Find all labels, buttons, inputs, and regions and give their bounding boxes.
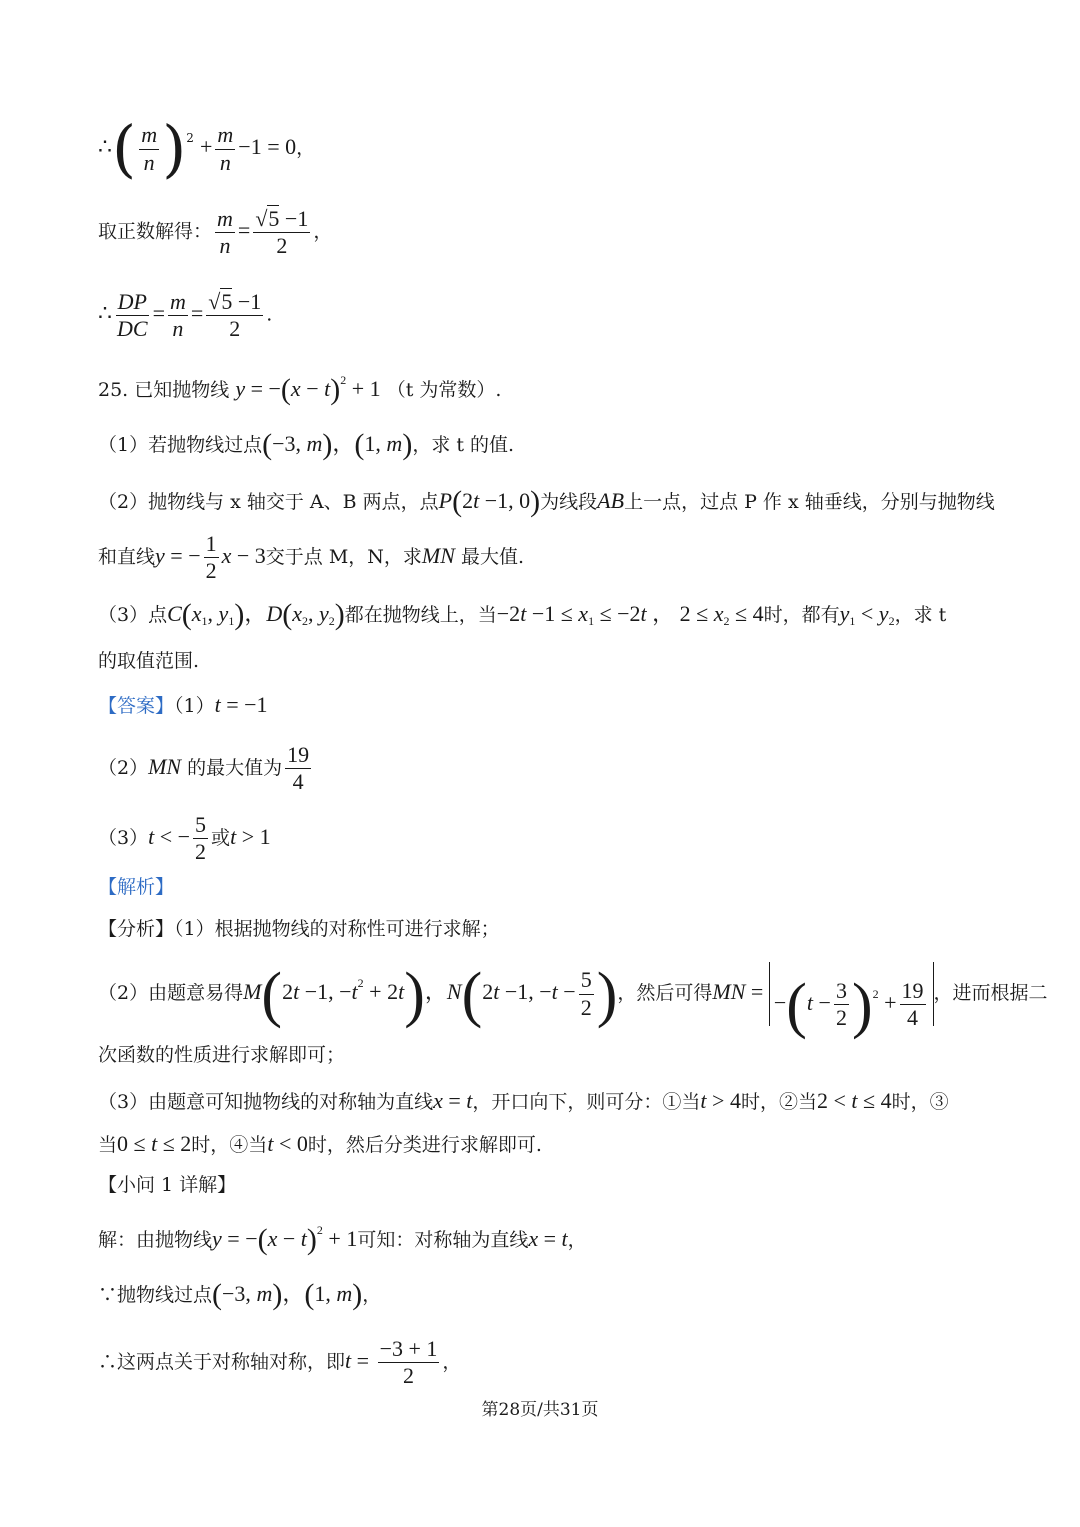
- analysis-1: 【分析】（1）根据抛物线的对称性可进行求解；: [98, 918, 500, 940]
- question-25-part-3-cont: 的取值范围.: [98, 650, 200, 672]
- equation-quadratic-ratio: ∴( $\frac{m}{n}$ )$^2$ + $\frac{m}{n}$ −1 = 0，: [98, 112, 316, 185]
- question-25-part-1: （1）若抛物线过点(−3, m)，(1, m)，求 t 的值.: [98, 428, 515, 461]
- subquestion-1-heading: 【小问 1 详解】: [98, 1174, 237, 1196]
- question-25-part-2-cont: 和直线y = − $\frac{1}{2}$ x − 3交于点 M，N，求MN 最大值.: [98, 531, 525, 584]
- analysis-3-cont: 当0 ≤ t ≤ 2时，④当t < 0时，然后分类进行求解即可.: [98, 1131, 542, 1156]
- analysis-2: （2）由题意易得M(2t −1, $-t^2 + 2t$)，N(2t −1, −t − $\frac{5}{2}$ )，然后可得MN = −(t − $\frac{3}{2}$ )$^2$ + $\frac{19}{4}$ ，进而根据二: [98, 961, 1048, 1040]
- answer-1: 【答案】（1）t = −1: [98, 692, 268, 717]
- analysis-3: （3）由题意可知抛物线的对称轴为直线x = t，开口向下，则可分：①当t > 4时，②当2 < t ≤ 4时，③: [98, 1088, 949, 1113]
- answer-2: （2）MN 的最大值为 $\frac{19}{4}$: [98, 742, 310, 795]
- page-footer: 第28页/共31页: [481, 1400, 599, 1420]
- answer-3: （3）t < − $\frac{5}{2}$ 或t > 1: [98, 812, 271, 865]
- solution-line-3: ∴这两点关于对称轴对称，即t = $\frac{-3 + 1}{2}$ ，: [98, 1336, 462, 1389]
- solution-line-2: ∵抛物线过点(−3, m)，(1, m)，: [98, 1278, 382, 1311]
- question-25-part-2: （2）抛物线与 x 轴交于 A、B 两点，点P(2t −1, 0)为线段AB上一点，过点 P 作 x 轴垂线，分别与抛物线: [98, 485, 995, 518]
- positive-solution-line: 取正数解得： $\frac{m}{n}$ = $\frac{√5 -1}{2}$ ，: [98, 205, 333, 259]
- ratio-dp-dc-line: ∴ $\frac{DP}{DC}$ = $\frac{m}{n}$ = $\frac{√5 -1}{2}$ .: [98, 288, 273, 342]
- analysis-heading: 【解析】: [98, 876, 175, 898]
- solution-line-1: 解：由抛物线$y = -(x - t)^2 + 1$可知：对称轴为直线x = t，: [98, 1223, 587, 1256]
- question-25-part-3: （3）点$C(x_1$, $y_1$)，$D(x_2$, $y_2$)都在抛物线上，当$-2t -1 \le x_1 \le -2t$ ， $2 \le x_2 \le 4$时，都有$y_1 < y_2$，求 t: [98, 598, 947, 631]
- analysis-2-cont: 次函数的性质进行求解即可；: [98, 1044, 346, 1066]
- question-25: 25. 已知抛物线 $y = -(x - t)^2 + 1$ （t 为常数）.: [98, 373, 502, 406]
